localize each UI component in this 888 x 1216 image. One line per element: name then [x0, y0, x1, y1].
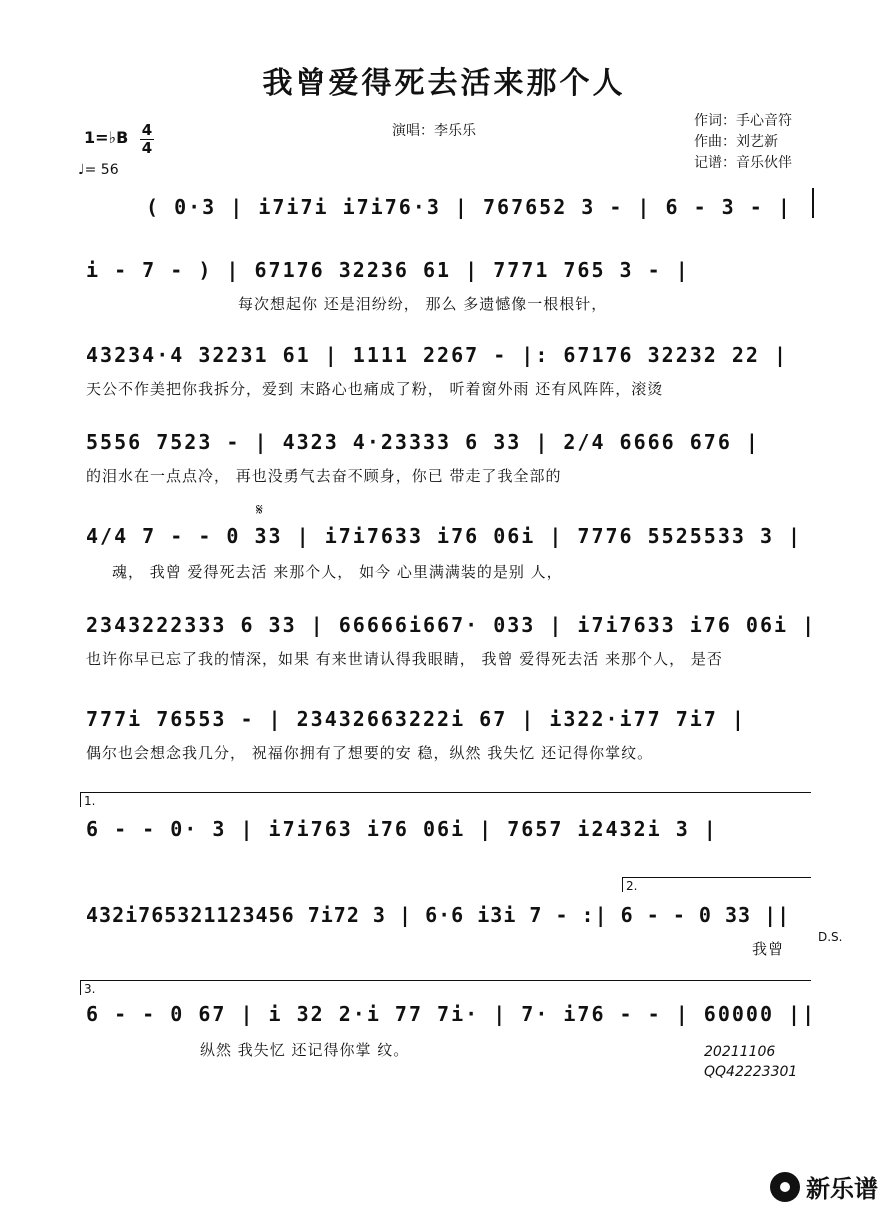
notation-row-2: i - 7 - ) | 67176 32236 61 | 7771 765 3 - |	[86, 258, 690, 282]
composer-credit: 作曲：刘艺新	[694, 134, 778, 150]
tempo-marking: ♩= 56	[78, 162, 119, 178]
dal-segno-mark: D.S.	[818, 930, 843, 944]
volta-label-3: 3.	[84, 982, 96, 996]
time-signature-bottom: 4	[141, 139, 153, 157]
key-signature: 1=♭B	[84, 128, 129, 147]
lyrics-row-4: 的泪水在一点点冷， 再也没勇气去奋不顾身，你已 带走了我全部的	[86, 467, 562, 485]
notation-row-5: 4/4 7 - - 0 33 | i7i7633 i76 06i | 7776 5525533 3 |	[86, 524, 803, 548]
volta-bracket-3	[80, 980, 811, 995]
notation-row-1: ( 0·3 | i7i7i i7i76·3 | 767652 3 - | 6 - 3 - |	[146, 195, 792, 219]
singer-credit: 演唱：李乐乐	[392, 123, 476, 139]
time-signature	[140, 122, 154, 157]
lyrics-row-6: 也许你早已忘了我的情深，如果 有来世请认得我眼睛， 我曾 爱得死去活 来那个人， 是否	[86, 650, 723, 668]
site-logo	[770, 1169, 878, 1204]
lyrics-row-7: 偶尔也会想念我几分， 祝福你拥有了想要的安 稳，纵然 我失忆 还记得你掌纹。	[86, 744, 654, 762]
transcriber-credit: 记谱：音乐伙伴	[694, 155, 792, 171]
volta-label-2: 2.	[626, 879, 638, 893]
site-logo-text: 新乐谱	[806, 1175, 878, 1203]
notation-row-6: 2343222333 6 33 | 66666i667· 033 | i7i7633 i76 06i |	[86, 613, 817, 637]
lyrics-row-3: 天公不作美把你我拆分，爱到 末路心也痛成了粉， 听着窗外雨 还有风阵阵，滚烫	[86, 380, 664, 398]
time-signature-top: 4	[141, 121, 153, 139]
notation-row-10: 6 - - 0 67 | i 32 2·i 77 7i· | 7· i76 - - | 60000 ||	[86, 1002, 817, 1026]
score-title: 我曾爱得死去活来那个人	[262, 66, 626, 101]
volta-bracket-2	[622, 877, 811, 892]
lyrics-row-2: 每次想起你 还是泪纷纷， 那么 多遗憾像一根根针，	[238, 295, 608, 313]
lyrics-row-9: 我曾	[752, 940, 785, 958]
volta-label-1: 1.	[84, 794, 96, 808]
notation-row-8: 6 - - 0· 3 | i7i763 i76 06i | 7657 i2432i 3 |	[86, 817, 718, 841]
transcriber-qq: QQ42223301	[704, 1064, 798, 1080]
vinyl-disc-icon	[770, 1172, 800, 1202]
notation-row-3: 43234·4 32231 61 | 1111 2267 - |: 67176 32232 22 |	[86, 343, 789, 367]
transcription-date: 20211106	[704, 1044, 776, 1060]
lyrics-row-10: 纵然 我失忆 还记得你掌 纹。	[200, 1041, 410, 1059]
lyricist-credit: 作词：手心音符	[694, 113, 792, 129]
barline	[812, 188, 814, 218]
notation-row-7: 777i 76553 - | 23432663222i 67 | i322·i77 7i7 |	[86, 707, 746, 731]
segno-sign: 𝄋	[256, 500, 263, 519]
notation-row-9: 432i765321123456 7i72 3 | 6·6 i3i 7 - :| 6 - - 0 33 ||	[86, 903, 791, 927]
notation-row-4: 5556 7523 - | 4323 4·23333 6 33 | 2/4 6666 676 |	[86, 430, 760, 454]
volta-bracket-1	[80, 792, 811, 807]
lyrics-row-5: 魂， 我曾 爱得死去活 来那个人， 如今 心里满满装的是别 人，	[112, 563, 563, 581]
